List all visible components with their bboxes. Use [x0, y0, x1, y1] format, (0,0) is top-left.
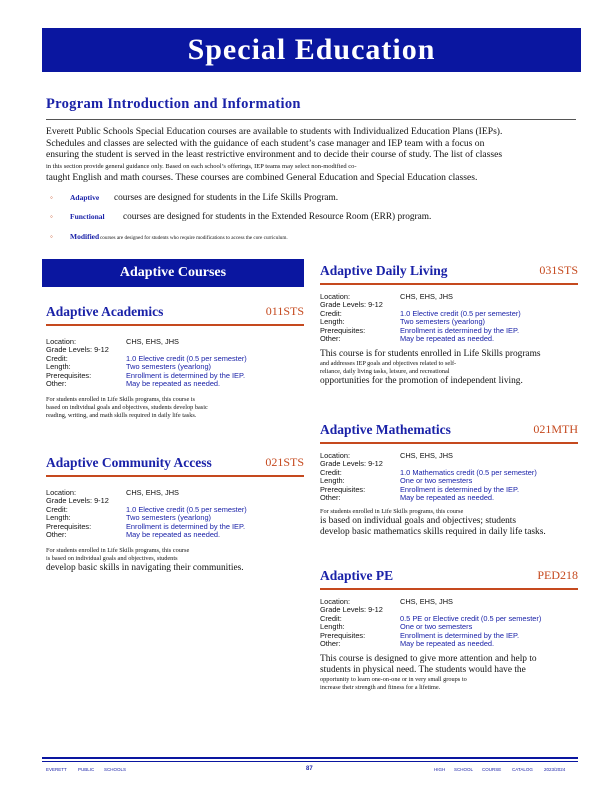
length-label: Length: [320, 622, 345, 632]
credit-value: 1.0 Elective credit (0.5 per semester) [126, 353, 247, 363]
intro-line: taught English and math courses. These courses are combined General Education and Special Education classes. [46, 172, 478, 184]
course-info [320, 598, 578, 648]
footer-word: CATALOG [512, 767, 533, 772]
intro-line: in this section provide general guidance only. Based on each school’s offerings, IEP teams may select non-modified co- [46, 162, 357, 170]
bullet-icon: ◦ [50, 212, 53, 221]
desc-line: students in physical need. The students would have the [320, 665, 526, 676]
credit-label: Credit: [320, 308, 342, 318]
location-label: Location: [46, 337, 76, 346]
grade-levels: Grade Levels: 9-12 [320, 300, 383, 310]
desc-line: is based on individual goals and objectives, students [46, 555, 178, 563]
location-label: Location: [320, 597, 350, 606]
desc-line: is based on individual goals and objectives; students [320, 516, 517, 527]
bullet-term: Modified [70, 232, 100, 241]
credit-label: Credit: [46, 504, 68, 514]
bullet-text: courses are designed for students who require modifications to access the core curriculum. [100, 235, 288, 241]
intro-text [46, 126, 566, 184]
length-value: Two semesters (yearlong) [126, 513, 212, 523]
course-divider [320, 283, 578, 285]
bullet-term: Adaptive [70, 193, 100, 202]
course-info [46, 338, 304, 388]
credit-value: 1.0 Elective credit (0.5 per semester) [126, 504, 247, 514]
credit-value: 1.0 Elective credit (0.5 per semester) [400, 308, 521, 318]
section-tab: Adaptive Courses [42, 259, 304, 287]
desc-line: develop basic skills in navigating their communities. [46, 563, 244, 574]
page-banner: Special Education [42, 28, 581, 72]
grade-levels: Grade Levels: 9-12 [320, 605, 383, 615]
prereq-label: Prerequisites: [46, 521, 92, 531]
course-title: Adaptive Academics [46, 304, 164, 319]
other-value: May be repeated as needed. [400, 334, 495, 344]
desc-line: For students enrolled in Life Skills programs, this course [320, 508, 464, 516]
footer-year: 2023/2024 [544, 767, 566, 772]
intro-heading: Program Introduction and Information [46, 96, 301, 112]
course-title: Adaptive Daily Living [320, 263, 448, 278]
prereq-label: Prerequisites: [320, 630, 366, 640]
footer-word: HIGH [434, 767, 446, 772]
other-value: May be repeated as needed. [400, 493, 495, 503]
course-info [320, 452, 578, 502]
course-description [46, 396, 304, 420]
footer-word: SCHOOL [454, 767, 474, 772]
desc-line: based on individual goals and objectives, students develop basic [46, 404, 208, 412]
credit-label: Credit: [320, 467, 342, 477]
length-label: Length: [320, 476, 345, 486]
footer-word: SCHOOLS [104, 767, 127, 772]
prereq-label: Prerequisites: [46, 370, 92, 380]
length-value: Two semesters (yearlong) [126, 362, 212, 372]
course-code: 011STS [265, 304, 304, 318]
footer-rule-top [42, 757, 578, 759]
bullet-term: Functional [70, 212, 105, 221]
intro-line: ensuring the student is served in the least restrictive environment and to decide their course of study. The list of classes [46, 149, 503, 161]
credit-value: 0.5 PE or Elective credit (0.5 per semester) [400, 613, 542, 623]
desc-line: and addresses IEP goals and objectives related to self- [320, 360, 457, 368]
bullet-functional [50, 212, 431, 222]
grade-levels: Grade Levels: 9-12 [46, 345, 109, 355]
course-info [46, 489, 304, 539]
course-adaptive-pe [320, 567, 578, 692]
bullet-icon: ◦ [50, 193, 53, 202]
page-number: 87 [306, 766, 313, 772]
course-description [320, 508, 578, 538]
course-adaptive-daily-living [320, 262, 578, 387]
length-label: Length: [46, 513, 71, 523]
bullet-modified [50, 232, 288, 242]
other-label: Other: [46, 379, 67, 389]
course-divider [320, 588, 578, 590]
location-value: CHS, EHS, JHS [126, 488, 179, 497]
credit-label: Credit: [320, 613, 342, 623]
length-value: Two semesters (yearlong) [400, 317, 486, 327]
credit-value: 1.0 Mathematics credit (0.5 per semester) [400, 467, 537, 477]
course-info [320, 293, 578, 343]
course-divider [46, 475, 304, 477]
location-value: CHS, EHS, JHS [126, 337, 179, 346]
course-code: 031STS [539, 263, 578, 277]
prereq-value: Enrollment is determined by the IEP. [400, 484, 519, 494]
bullet-text: courses are designed for students in the Extended Resource Room (ERR) program. [123, 212, 432, 222]
prereq-value: Enrollment is determined by the IEP. [400, 325, 519, 335]
desc-line: This course is designed to give more attention and help to [320, 654, 537, 665]
other-label: Other: [320, 493, 341, 503]
course-adaptive-academics [46, 303, 304, 420]
desc-line: reliance, daily living tasks, leisure, and recreational [320, 368, 450, 376]
other-value: May be repeated as needed. [126, 530, 221, 540]
other-label: Other: [320, 334, 341, 344]
prereq-value: Enrollment is determined by the IEP. [400, 630, 519, 640]
bullet-adaptive [50, 193, 338, 203]
length-label: Length: [46, 362, 71, 372]
course-adaptive-mathematics [320, 421, 578, 538]
grade-levels: Grade Levels: 9-12 [46, 496, 109, 506]
course-title: Adaptive Mathematics [320, 422, 451, 437]
desc-line: opportunities for the promotion of independent living. [320, 376, 523, 387]
desc-line: For students enrolled in Life Skills programs, this course [46, 547, 190, 555]
course-title: Adaptive Community Access [46, 455, 212, 470]
location-value: CHS, EHS, JHS [400, 597, 453, 606]
length-value: One or two semesters [400, 622, 473, 632]
intro-line: Everett Public Schools Special Education courses are available to students with Individualized Education Plans (IEPs). [46, 126, 503, 137]
course-description [320, 654, 578, 692]
course-code: PED218 [537, 568, 578, 582]
credit-label: Credit: [46, 353, 68, 363]
footer-rule-bottom [42, 761, 578, 762]
prereq-label: Prerequisites: [320, 484, 366, 494]
desc-line: increase their strength and fitness for a lifetime. [320, 684, 441, 692]
course-description [320, 349, 578, 387]
other-label: Other: [320, 639, 341, 649]
footer-word: PUBLIC [78, 767, 95, 772]
course-adaptive-community-access [46, 454, 304, 574]
bullet-text: courses are designed for students in the Life Skills Program. [114, 193, 339, 203]
desc-line: This course is for students enrolled in Life Skills programs [320, 349, 541, 360]
desc-line: reading, writing, and math skills required in daily life tasks. [46, 412, 197, 420]
length-value: One or two semesters [400, 476, 473, 486]
course-description [46, 547, 304, 574]
length-label: Length: [320, 317, 345, 327]
course-divider [46, 324, 304, 326]
intro-divider [46, 119, 576, 120]
footer-word: COURSE [482, 767, 502, 772]
location-value: CHS, EHS, JHS [400, 292, 453, 301]
footer-word: EVERETT [46, 767, 67, 772]
grade-levels: Grade Levels: 9-12 [320, 459, 383, 469]
prereq-value: Enrollment is determined by the IEP. [126, 521, 245, 531]
course-code: 021MTH [533, 422, 578, 436]
prereq-label: Prerequisites: [320, 325, 366, 335]
other-label: Other: [46, 530, 67, 540]
intro-line: Schedules and classes are selected with the guidance of each student’s case manager and IEP team with a focus on [46, 137, 485, 149]
prereq-value: Enrollment is determined by the IEP. [126, 370, 245, 380]
course-code: 021STS [265, 455, 304, 469]
desc-line: For students enrolled in Life Skills programs, this course is [46, 396, 196, 404]
desc-line: opportunity to learn one-on-one or in very small groups to [320, 676, 467, 684]
desc-line: develop basic mathematics skills required in daily life tasks. [320, 527, 546, 538]
bullet-icon: ◦ [50, 232, 53, 241]
other-value: May be repeated as needed. [126, 379, 221, 389]
course-divider [320, 442, 578, 444]
location-label: Location: [46, 488, 76, 497]
other-value: May be repeated as needed. [400, 639, 495, 649]
course-title: Adaptive PE [320, 568, 394, 583]
location-label: Location: [320, 451, 350, 460]
location-label: Location: [320, 292, 350, 301]
location-value: CHS, EHS, JHS [400, 451, 453, 460]
